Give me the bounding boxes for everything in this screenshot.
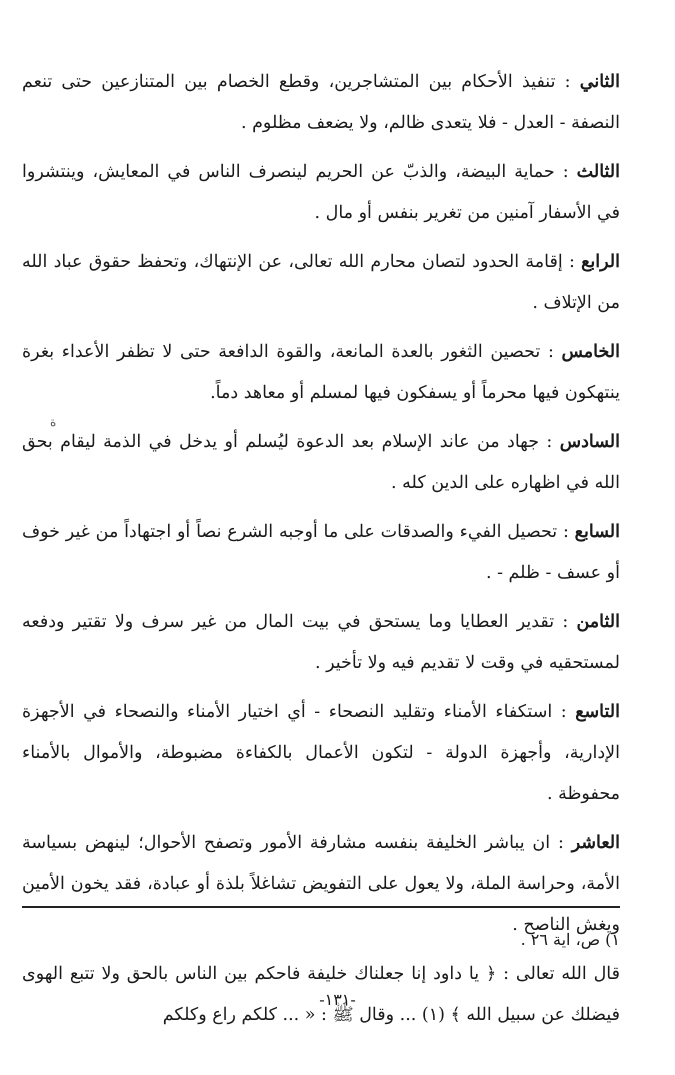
paragraph-text: : حماية البيضة، والذبّ عن الحريم لينصرف الناس في المعايش، وينتشروا في الأسفار آمنين من تغرير بنفس أو مال . [22, 162, 620, 223]
paragraph-text: قال الله تعالى : ﴿ يا داود إنا جعلناك خليفة فاحكم بين الناس بالحق ولا تتبع الهوى فيضلك عن سبيل الله ﴾ (١) ... وقال ﷺ : « ... كلكم راع وكلكم [22, 964, 620, 1025]
paragraph-lead: الرابع [581, 252, 620, 272]
margin-mark: ة [50, 415, 57, 429]
paragraph-lead: الثالث [576, 162, 620, 182]
paragraph [22, 332, 620, 414]
paragraph [22, 692, 620, 815]
paragraph [22, 62, 620, 144]
paragraph-lead: السابع [574, 522, 620, 542]
paragraph-text: : جهاد من عاند الإسلام بعد الدعوة ليُسلم أو يدخل في الذمة ليقام بحق الله في اظهاره على الدين كله . [22, 432, 620, 493]
paragraph-lead: الثاني [579, 72, 620, 92]
paragraph [22, 152, 620, 234]
paragraph-lead: الخامس [561, 342, 620, 362]
paragraph-text: : استكفاء الأمناء وتقليد النصحاء - أي اختيار الأمناء والنصحاء في الأجهزة الإدارية، وأجهزة الدولة - لتكون الأعمال بالكفاءة مضبوطة، والأموال بالأمناء محفوظة . [22, 702, 620, 804]
footnote: ١) ص، اية ٢٦ . [520, 930, 620, 949]
paragraph-text: : تقدير العطايا وما يستحق في بيت المال من غير سرف ولا تقتير ودفعه لمستحقيه في وقت لا تقديم فيه ولا تأخير . [22, 612, 620, 673]
footnote-divider [22, 906, 620, 908]
paragraph-text: : تحصيل الفيء والصدقات على ما أوجبه الشرع نصاً أو اجتهاداً من غير خوف أو عسف - ظلم - . [22, 522, 620, 583]
paragraph-lead: التاسع [575, 702, 620, 722]
paragraph [22, 512, 620, 594]
paragraph-text: : ان يباشر الخليفة بنفسه مشارفة الأمور وتصفح الأحوال؛ لينهض بسياسة الأمة، وحراسة الملة، ولا يعول على التفويض تشاغلاً بلذة أو عبادة، فقد يخون الأمين ويغش الناصح . [22, 833, 620, 935]
paragraph-lead: الثامن [576, 612, 620, 632]
page-number: -١٣١- [319, 990, 356, 1009]
paragraph [22, 422, 620, 504]
paragraph-lead: السادس [559, 432, 620, 452]
paragraph-lead: العاشر [571, 833, 620, 853]
paragraph [22, 242, 620, 324]
paragraph [22, 602, 620, 684]
body-text [22, 62, 620, 1044]
paragraph-text: : تنفيذ الأحكام بين المتشاجرين، وقطع الخصام بين المتنازعين حتى تنعم النصفة - العدل - فلا يتعدى ظالم، ولا يضعف مظلوم . [22, 72, 620, 133]
paragraph-text: : تحصين الثغور بالعدة المانعة، والقوة الدافعة حتى لا تظفر الأعداء بغرة ينتهكون فيها محرماً أو يسفكون فيها لمسلم أو معاهد دماً. [22, 342, 620, 403]
paragraph-text: : إقامة الحدود لتصان محارم الله تعالى، عن الإنتهاك، وتحفظ حقوق عباد الله من الإتلاف . [22, 252, 620, 313]
